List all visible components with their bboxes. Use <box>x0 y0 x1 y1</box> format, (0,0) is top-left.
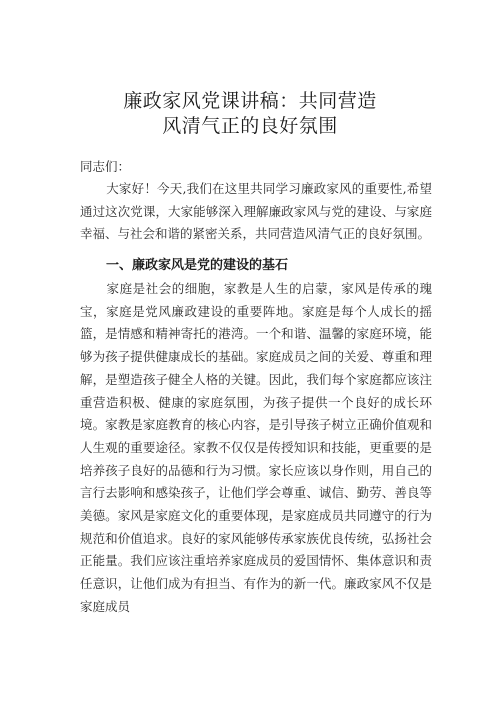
section-1-text: 家庭是社会的细胞，家教是人生的启蒙，家风是传承的瑰宝，家庭是党风廉政建设的重要阵地。家庭是每个人成长的摇篮，是情感和精神寄托的港湾。一个和谐、温馨的家庭环境，能够为孩子提供健康成长的基础。家庭成员之间的关爱、尊重和理解，是塑造孩子健全人格的关键。因此，我们每个家庭都应该注重营造积极、健康的家庭氛围，为孩子提供一个良好的成长环境。家教是家庭教育的核心内容，是引导孩子树立正确价值观和人生观的重要途径。家教不仅仅是传授知识和技能，更重要的是培养孩子良好的品德和行为习惯。家长应该以身作则，用自己的言行去影响和感染孩子，让他们学会尊重、诚信、勤劳、善良等美德。家风是家庭文化的重要体现，是家庭成员共同遵守的行为规范和价值追求。良好的家风能够传承家族优良传统，弘扬社会正能量。我们应该注重培养家庭成员的爱国情怀、集体意识和责任意识，让他们成为有担当、有作为的新一代。廉政家风不仅是家庭成员 <box>80 281 432 614</box>
document-title-line-2: 风清气正的良好氛围 <box>162 115 338 137</box>
section-1-paragraph <box>80 278 432 619</box>
greeting: 同志们： <box>80 159 131 174</box>
document-title-line-1: 廉政家风党课讲稿：共同营造 <box>123 90 377 112</box>
intro-text: 大家好！今天,我们在这里共同学习廉政家风的重要性,希望通过这次党课，大家能够深入理解廉政家风与党的建设、与家庭幸福、与社会和谐的紧密关系，共同营造风清气正的良好氛围。 <box>80 181 432 242</box>
section-1-heading: 一、廉政家风是党的建设的基石 <box>106 258 289 273</box>
intro-paragraph <box>80 178 432 246</box>
